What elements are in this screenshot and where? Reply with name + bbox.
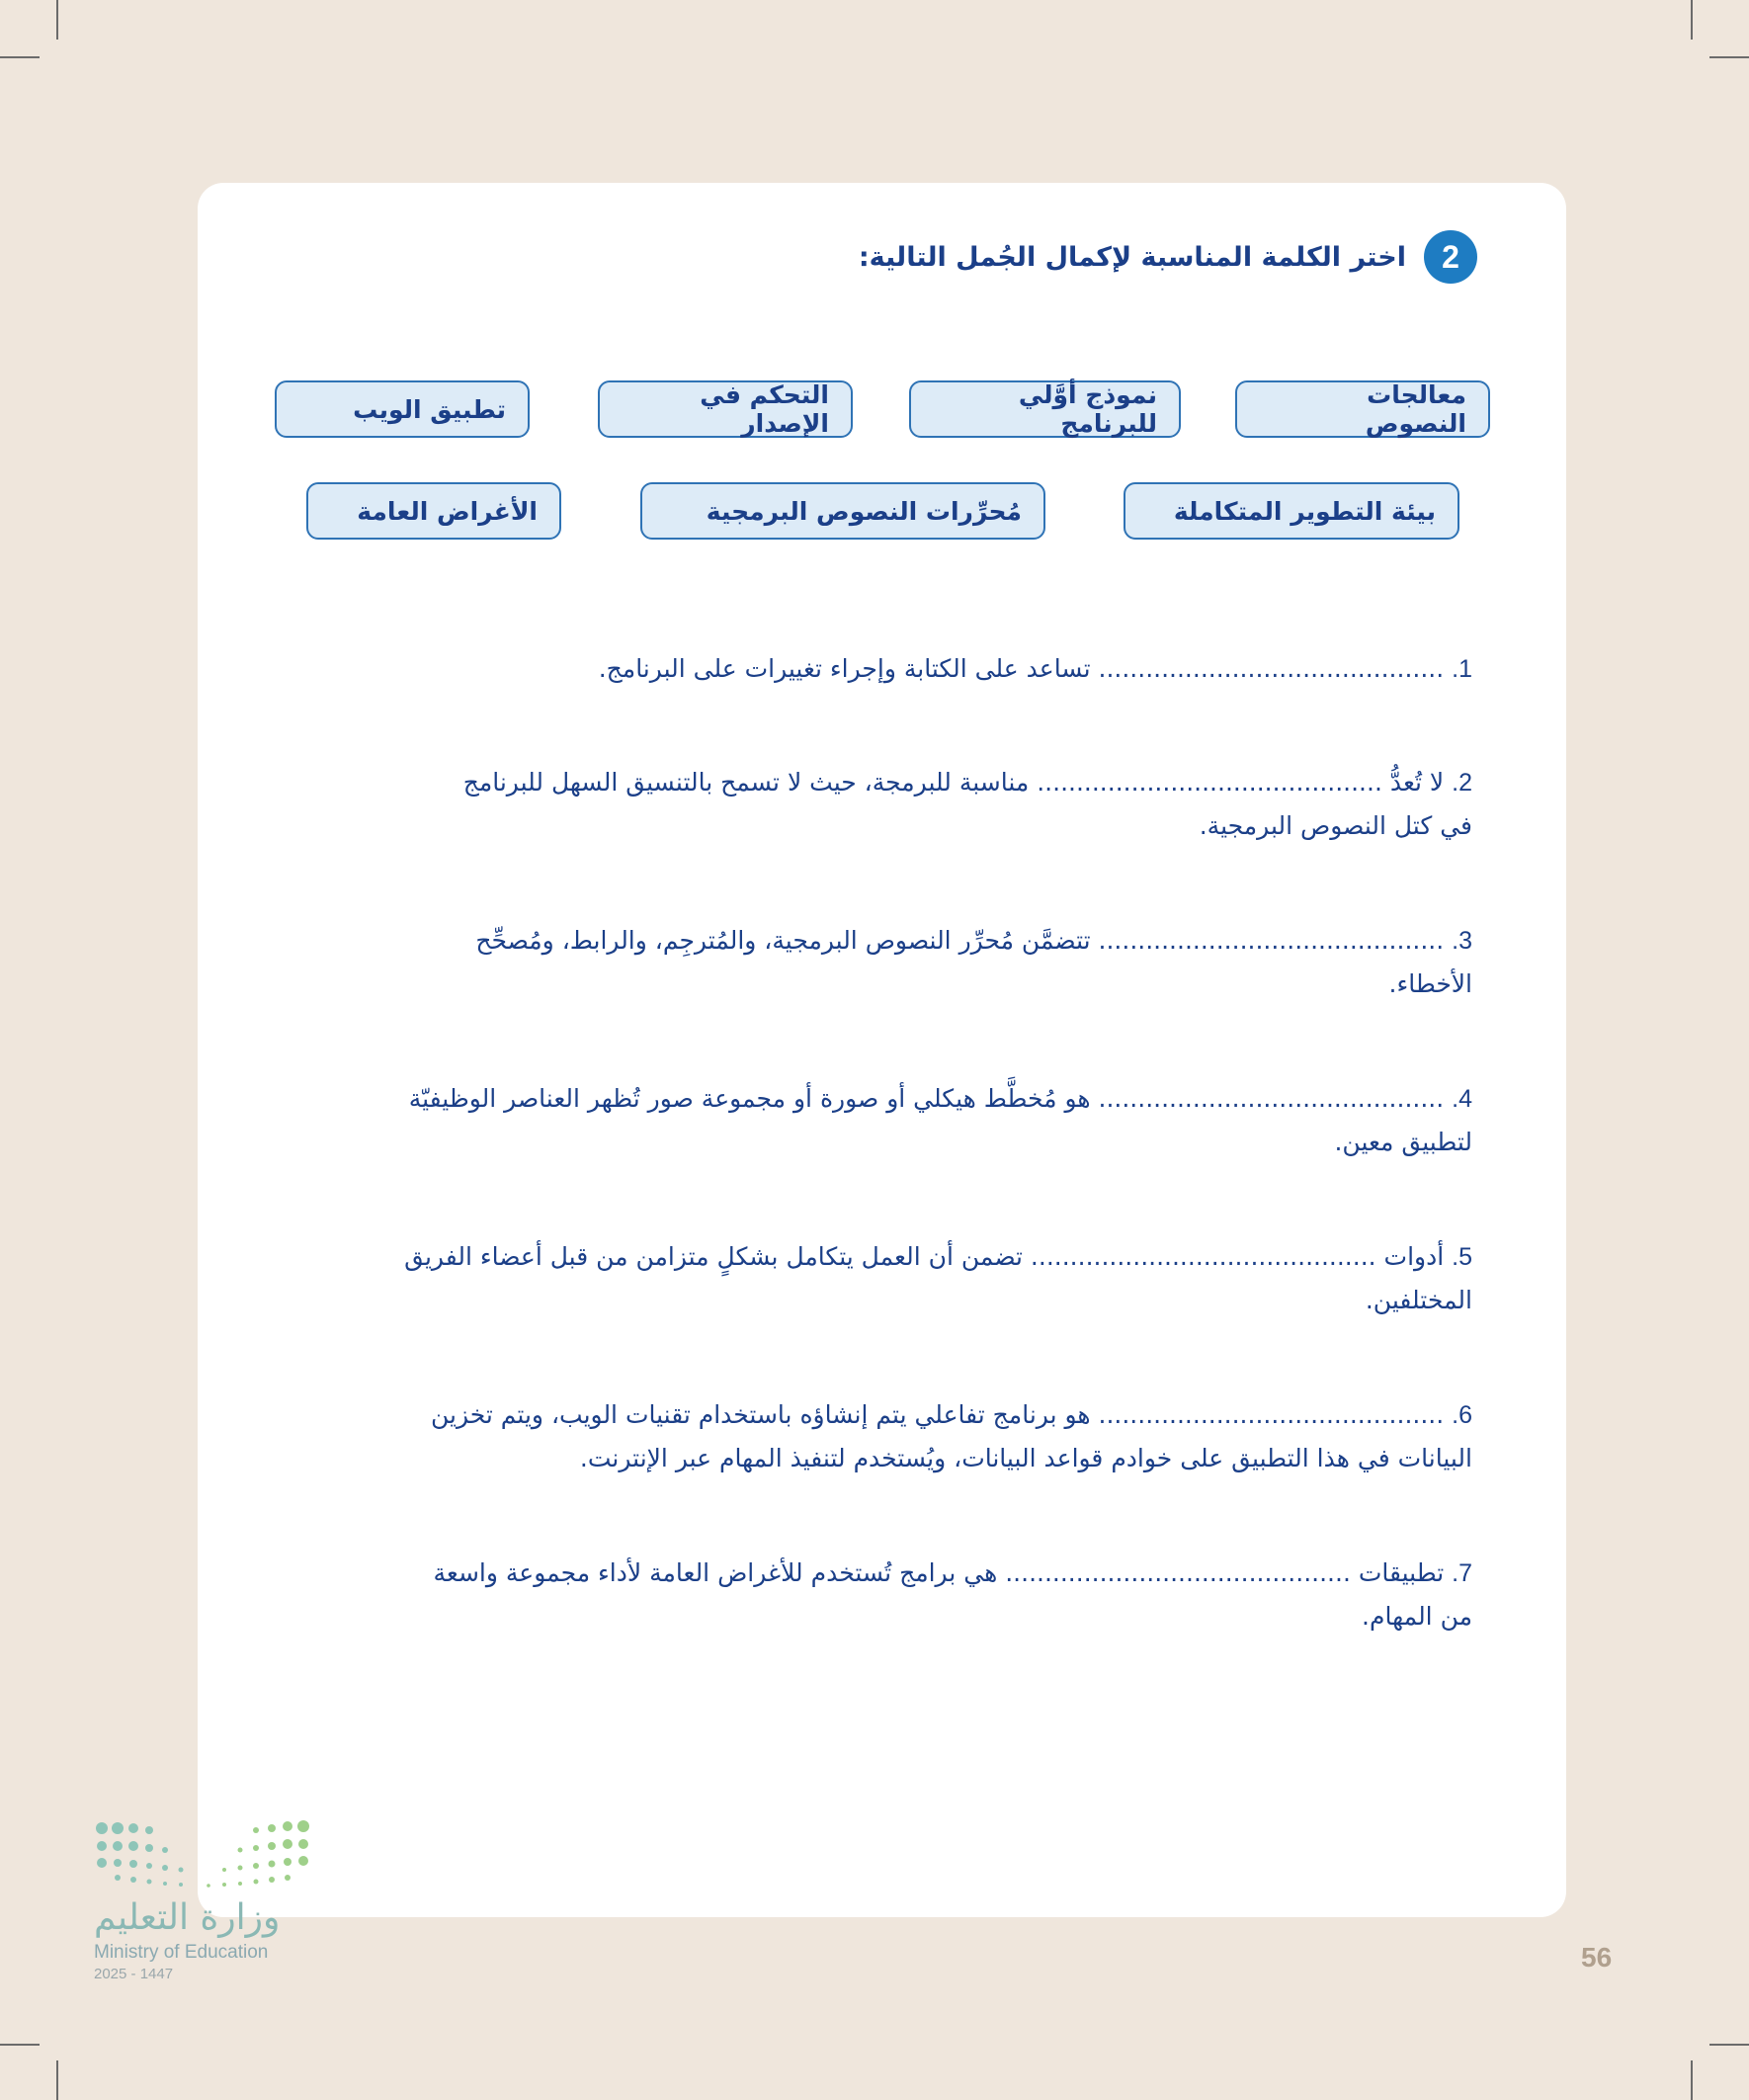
crop-mark (56, 0, 58, 40)
sentence-number: 1. (1452, 655, 1472, 683)
ministry-logo (94, 1818, 321, 1982)
sentence-1 (316, 647, 1472, 691)
sentence-number: 3. (1452, 927, 1472, 955)
crop-mark (1691, 0, 1693, 40)
question-header (859, 230, 1477, 284)
sentence-text-continued: في كتل النصوص البرمجية. (1199, 811, 1472, 840)
sentence-3 (316, 919, 1472, 1006)
word-chip-prototype[interactable]: نموذج أوَّلي للبرنامج (909, 380, 1181, 438)
edition-year: 2025 - 1447 (94, 1966, 174, 1982)
sentence-number: 2. (1452, 769, 1472, 797)
sentence-6 (316, 1393, 1472, 1480)
word-chip-ide[interactable]: بيئة التطوير المتكاملة (1124, 482, 1459, 540)
crop-mark (1709, 56, 1749, 58)
word-chip-text-processors[interactable]: معالجات النصوص (1235, 380, 1490, 438)
crop-mark (56, 2060, 58, 2100)
word-chip-version-control[interactable]: التحكم في الإصدار (598, 380, 853, 438)
ministry-name-english: Ministry of Education (94, 1942, 269, 1963)
sentence-text: ............................................ هو برنامج تفاعلي يتم إنشاؤه باستخدام تقنيات الويب، ويتم تخزين (430, 1400, 1445, 1429)
sentence-2 (316, 761, 1472, 848)
sentence-number: 6. (1452, 1401, 1472, 1429)
sentence-number: 7. (1452, 1559, 1472, 1587)
sentence-text: أدوات ............................................ تضمن أن العمل يتكامل بشكلٍ متزامن من قبل أعضاء الفريق (404, 1242, 1445, 1271)
ministry-dots-icon (94, 1818, 311, 1892)
word-chip-general-purpose[interactable]: الأغراض العامة (306, 482, 561, 540)
sentence-text-continued: الأخطاء. (1388, 969, 1472, 998)
sentence-number: 4. (1452, 1085, 1472, 1113)
sentence-text: ............................................ تساعد على الكتابة وإجراء تغييرات على البرنامج. (598, 654, 1445, 683)
sentence-text-continued: من المهام. (1362, 1602, 1472, 1631)
sentence-4 (316, 1077, 1472, 1164)
sentence-text: ............................................ تتضمَّن مُحرِّر النصوص البرمجية، والمُترجِم، والرابط، ومُصحِّح (475, 926, 1445, 955)
crop-mark (0, 56, 40, 58)
sentence-text: لا تُعدُّ ............................................ مناسبة للبرمجة، حيث لا تسمح بالتنسيق السهل للبرنامج (462, 768, 1445, 797)
exercise-card (198, 183, 1566, 1917)
word-chip-web-app[interactable]: تطبيق الويب (275, 380, 530, 438)
sentence-text-continued: لتطبيق معين. (1334, 1128, 1472, 1156)
crop-mark (0, 2044, 40, 2046)
question-title: اختر الكلمة المناسبة لإكمال الجُمل التالية: (858, 241, 1406, 273)
sentence-text-continued: المختلفين. (1365, 1286, 1472, 1314)
ministry-name-arabic: وزارة التعليم (94, 1897, 281, 1938)
question-number-badge: 2 (1424, 230, 1477, 284)
sentence-text: ............................................ هو مُخطَّط هيكلي أو صورة أو مجموعة صور تُظهر العناصر الوظيفيّة (408, 1084, 1445, 1113)
page-number: 56 (1581, 1942, 1613, 1973)
crop-mark (1709, 2044, 1749, 2046)
sentence-text: تطبيقات ............................................ هي برامج تُستخدم للأغراض العامة لأداء مجموعة واسعة (433, 1558, 1445, 1587)
sentence-7 (316, 1552, 1472, 1638)
sentence-text-continued: البيانات في هذا التطبيق على خوادم قواعد البيانات، ويُستخدم لتنفيذ المهام عبر الإنترنت. (579, 1444, 1472, 1472)
crop-mark (1691, 2060, 1693, 2100)
sentence-number: 5. (1452, 1243, 1472, 1271)
sentence-5 (316, 1235, 1472, 1322)
word-chip-code-editors[interactable]: مُحرِّرات النصوص البرمجية (640, 482, 1045, 540)
